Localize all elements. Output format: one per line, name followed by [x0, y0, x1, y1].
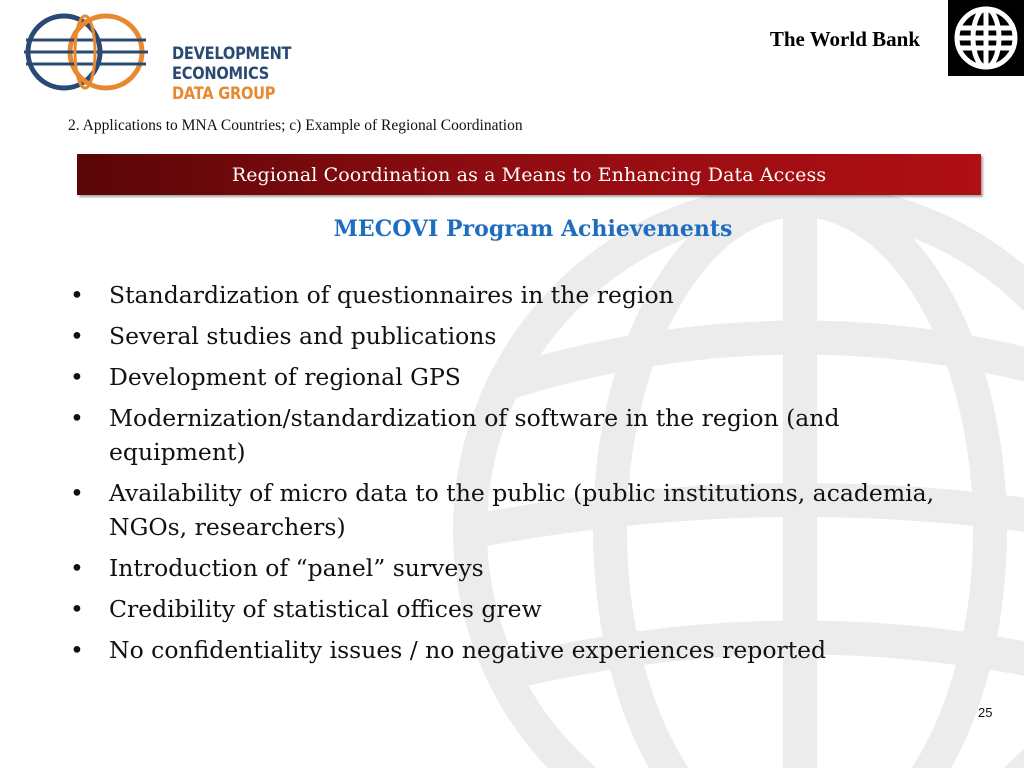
bullet-marker: • [70, 404, 84, 432]
world-bank-logo [948, 0, 1024, 76]
bullet-text: No confidentiality issues / no negative experiences reported [109, 636, 827, 664]
bullet-text: Credibility of statistical offices grew [109, 595, 542, 623]
bullet-item [70, 633, 970, 667]
dec-logo-line1: DEVELOPMENT ECONOMICS [172, 44, 292, 84]
dec-logo-line2: DATA GROUP [172, 84, 276, 104]
bullet-text: Standardization of questionnaires in the region [109, 281, 674, 309]
bullet-marker: • [70, 322, 84, 350]
bullet-marker: • [70, 281, 84, 309]
bullet-text: Development of regional GPS [109, 363, 461, 391]
bullet-text: Availability of micro data to the public (public institutions, academia, NGOs, researchers) [109, 479, 935, 541]
globe-ring-icon [20, 10, 170, 94]
bullet-item [70, 551, 970, 585]
dec-logo [20, 10, 350, 104]
bullet-text: Several studies and publications [109, 322, 497, 350]
bullet-item [70, 401, 970, 469]
bullet-marker: • [70, 479, 84, 507]
bullet-list [70, 278, 970, 674]
bullet-marker: • [70, 554, 84, 582]
bullet-text: Introduction of “panel” surveys [109, 554, 484, 582]
bullet-item [70, 360, 970, 394]
bullet-marker: • [70, 636, 84, 664]
slide-heading: MECOVI Program Achievements [333, 216, 733, 242]
bullet-item [70, 592, 970, 626]
title-banner [77, 154, 981, 195]
bullet-marker: • [70, 363, 84, 391]
bullet-item [70, 476, 970, 544]
bullet-marker: • [70, 595, 84, 623]
banner-text: Regional Coordination as a Means to Enhancing Data Access [231, 163, 827, 186]
page-number: 25 [978, 705, 993, 720]
bullet-item [70, 278, 970, 312]
org-title: The World Bank [769, 27, 920, 51]
bullet-item [70, 319, 970, 353]
section-title: 2. Applications to MNA Countries; c) Example of Regional Coordination [68, 117, 523, 134]
world-bank-globe-icon [948, 0, 1024, 76]
bullet-text: Modernization/standardization of software in the region (and equipment) [109, 404, 840, 466]
dec-logo-text [172, 44, 325, 104]
